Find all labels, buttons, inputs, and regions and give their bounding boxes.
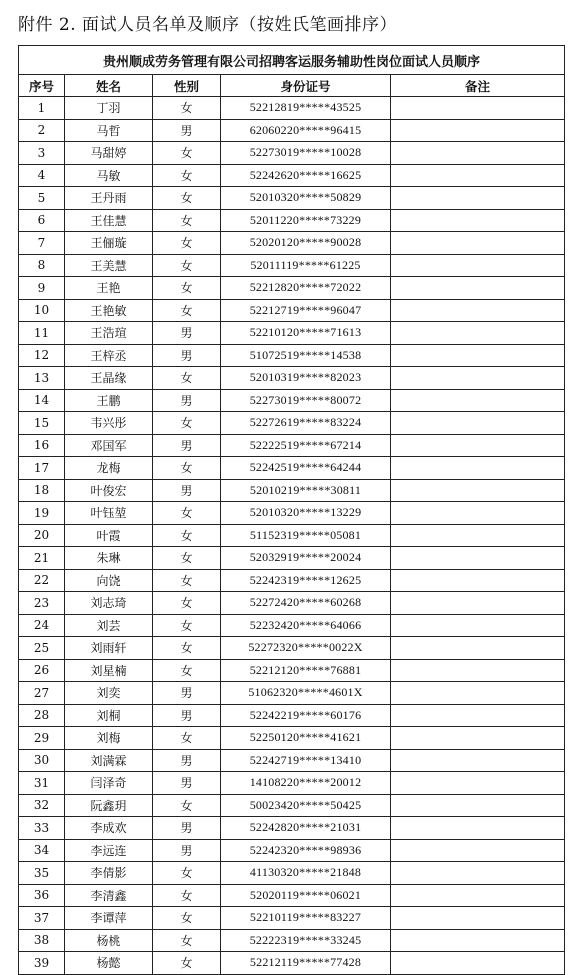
table-row: [19, 434, 565, 457]
cell-note: [391, 479, 565, 502]
table-row: [19, 119, 565, 142]
cell-sex: 女: [153, 299, 221, 322]
cell-sex: 女: [153, 727, 221, 750]
cell-name: 杨懿: [65, 952, 153, 975]
cell-no: 33: [19, 817, 65, 840]
cell-id: 52273019*****10028: [221, 142, 391, 165]
cell-name: 王梓丞: [65, 344, 153, 367]
table-row: [19, 727, 565, 750]
cell-no: 9: [19, 277, 65, 300]
cell-no: 28: [19, 704, 65, 727]
table-row: [19, 299, 565, 322]
cell-note: [391, 614, 565, 637]
cell-note: [391, 907, 565, 930]
cell-name: 叶钰堃: [65, 502, 153, 525]
table-row: [19, 929, 565, 952]
cell-note: [391, 659, 565, 682]
cell-sex: 女: [153, 502, 221, 525]
table-row: [19, 209, 565, 232]
table-row: [19, 547, 565, 570]
cell-id: 52020119*****06021: [221, 884, 391, 907]
table-body: [19, 97, 565, 975]
table-row: [19, 187, 565, 210]
cell-no: 4: [19, 164, 65, 187]
cell-no: 11: [19, 322, 65, 345]
cell-note: [391, 232, 565, 255]
cell-sex: 男: [153, 772, 221, 795]
cell-sex: 女: [153, 659, 221, 682]
cell-sex: 女: [153, 187, 221, 210]
cell-id: 52010219*****30811: [221, 479, 391, 502]
cell-note: [391, 952, 565, 975]
cell-sex: 男: [153, 817, 221, 840]
cell-sex: 女: [153, 884, 221, 907]
cell-no: 29: [19, 727, 65, 750]
cell-no: 15: [19, 412, 65, 435]
cell-id: 51152319*****05081: [221, 524, 391, 547]
cell-sex: 男: [153, 322, 221, 345]
cell-no: 12: [19, 344, 65, 367]
cell-id: 52242319*****12625: [221, 569, 391, 592]
cell-no: 38: [19, 929, 65, 952]
cell-id: 52010320*****50829: [221, 187, 391, 210]
cell-id: 52020120*****90028: [221, 232, 391, 255]
cell-note: [391, 839, 565, 862]
cell-note: [391, 637, 565, 660]
table-row: [19, 749, 565, 772]
cell-id: 52250120*****41621: [221, 727, 391, 750]
cell-note: [391, 209, 565, 232]
cell-id: 52010319*****82023: [221, 367, 391, 390]
cell-name: 王鹏: [65, 389, 153, 412]
table-row: [19, 614, 565, 637]
cell-name: 王佳慧: [65, 209, 153, 232]
table-row: [19, 142, 565, 165]
cell-note: [391, 97, 565, 120]
cell-sex: 男: [153, 434, 221, 457]
table-row: [19, 232, 565, 255]
table-row: [19, 592, 565, 615]
cell-name: 杨桃: [65, 929, 153, 952]
cell-no: 30: [19, 749, 65, 772]
cell-no: 25: [19, 637, 65, 660]
cell-id: 52242820*****21031: [221, 817, 391, 840]
cell-note: [391, 884, 565, 907]
cell-name: 李倩影: [65, 862, 153, 885]
cell-note: [391, 389, 565, 412]
cell-id: 52272320*****0022X: [221, 637, 391, 660]
document-heading: 附件 2. 面试人员名单及顺序（按姓氏笔画排序）: [18, 15, 398, 35]
cell-id: 52212120*****76881: [221, 659, 391, 682]
cell-name: 向饶: [65, 569, 153, 592]
cell-id: 52212719*****96047: [221, 299, 391, 322]
cell-note: [391, 929, 565, 952]
cell-id: 52242620*****16625: [221, 164, 391, 187]
cell-sex: 女: [153, 592, 221, 615]
table-row: [19, 907, 565, 930]
cell-name: 刘芸: [65, 614, 153, 637]
cell-sex: 女: [153, 457, 221, 480]
table-row: [19, 794, 565, 817]
cell-sex: 女: [153, 862, 221, 885]
cell-name: 李谭萍: [65, 907, 153, 930]
cell-note: [391, 164, 565, 187]
cell-note: [391, 704, 565, 727]
cell-no: 39: [19, 952, 65, 975]
cell-note: [391, 569, 565, 592]
cell-no: 6: [19, 209, 65, 232]
column-header-note: 备注: [391, 75, 565, 97]
cell-name: 闫泽奇: [65, 772, 153, 795]
cell-id: 52210119*****83227: [221, 907, 391, 930]
cell-id: 52272619*****83224: [221, 412, 391, 435]
cell-name: 马甜婷: [65, 142, 153, 165]
cell-sex: 女: [153, 637, 221, 660]
cell-note: [391, 277, 565, 300]
cell-no: 8: [19, 254, 65, 277]
cell-note: [391, 794, 565, 817]
cell-id: 50023420*****50425: [221, 794, 391, 817]
table-row: [19, 457, 565, 480]
cell-sex: 女: [153, 164, 221, 187]
cell-note: [391, 119, 565, 142]
cell-no: 18: [19, 479, 65, 502]
cell-id: 52010320*****13229: [221, 502, 391, 525]
cell-id: 52222319*****33245: [221, 929, 391, 952]
cell-sex: 男: [153, 479, 221, 502]
table-row: [19, 277, 565, 300]
cell-no: 1: [19, 97, 65, 120]
cell-name: 王丹雨: [65, 187, 153, 210]
cell-sex: 男: [153, 682, 221, 705]
cell-no: 26: [19, 659, 65, 682]
table-row: [19, 254, 565, 277]
cell-sex: 女: [153, 277, 221, 300]
cell-no: 27: [19, 682, 65, 705]
cell-sex: 男: [153, 839, 221, 862]
cell-note: [391, 254, 565, 277]
column-header-sex: 性别: [153, 75, 221, 97]
cell-no: 16: [19, 434, 65, 457]
cell-note: [391, 772, 565, 795]
cell-sex: 女: [153, 97, 221, 120]
cell-sex: 女: [153, 209, 221, 232]
cell-id: 52210120*****71613: [221, 322, 391, 345]
cell-id: 52222519*****67214: [221, 434, 391, 457]
cell-sex: 男: [153, 119, 221, 142]
table-row: [19, 412, 565, 435]
cell-no: 21: [19, 547, 65, 570]
cell-no: 7: [19, 232, 65, 255]
cell-id: 62060220*****96415: [221, 119, 391, 142]
cell-id: 52242320*****98936: [221, 839, 391, 862]
cell-no: 24: [19, 614, 65, 637]
cell-name: 马敏: [65, 164, 153, 187]
table-row: [19, 772, 565, 795]
cell-id: 52011220*****73229: [221, 209, 391, 232]
cell-name: 马哲: [65, 119, 153, 142]
cell-no: 19: [19, 502, 65, 525]
cell-name: 刘桐: [65, 704, 153, 727]
cell-sex: 女: [153, 952, 221, 975]
cell-no: 36: [19, 884, 65, 907]
table-row: [19, 862, 565, 885]
cell-name: 叶霞: [65, 524, 153, 547]
table-row: [19, 344, 565, 367]
cell-sex: 女: [153, 412, 221, 435]
cell-note: [391, 682, 565, 705]
cell-no: 31: [19, 772, 65, 795]
table-row: [19, 322, 565, 345]
table-row: [19, 817, 565, 840]
cell-name: 朱琳: [65, 547, 153, 570]
cell-sex: 女: [153, 614, 221, 637]
cell-note: [391, 862, 565, 885]
table-row: [19, 164, 565, 187]
cell-name: 丁羽: [65, 97, 153, 120]
table-row: [19, 682, 565, 705]
cell-note: [391, 344, 565, 367]
cell-no: 17: [19, 457, 65, 480]
cell-sex: 男: [153, 704, 221, 727]
cell-id: 52212119*****77428: [221, 952, 391, 975]
cell-id: 52032919*****20024: [221, 547, 391, 570]
table-row: [19, 524, 565, 547]
cell-name: 李成欢: [65, 817, 153, 840]
cell-note: [391, 434, 565, 457]
cell-sex: 女: [153, 254, 221, 277]
cell-no: 20: [19, 524, 65, 547]
table-row: [19, 839, 565, 862]
cell-note: [391, 187, 565, 210]
table-row: [19, 952, 565, 975]
cell-id: 52232420*****64066: [221, 614, 391, 637]
cell-id: 51062320*****4601X: [221, 682, 391, 705]
table-row: [19, 367, 565, 390]
cell-note: [391, 412, 565, 435]
cell-name: 叶俊宏: [65, 479, 153, 502]
cell-no: 5: [19, 187, 65, 210]
column-header-id: 身份证号: [221, 75, 391, 97]
cell-sex: 女: [153, 907, 221, 930]
cell-name: 王艳: [65, 277, 153, 300]
table-row: [19, 659, 565, 682]
cell-note: [391, 524, 565, 547]
cell-no: 23: [19, 592, 65, 615]
cell-id: 52242519*****64244: [221, 457, 391, 480]
cell-note: [391, 367, 565, 390]
cell-name: 龙梅: [65, 457, 153, 480]
cell-sex: 女: [153, 547, 221, 570]
cell-id: 52212820*****72022: [221, 277, 391, 300]
table-row: [19, 479, 565, 502]
cell-name: 李远连: [65, 839, 153, 862]
header-row: [19, 75, 565, 97]
cell-name: 王艳敏: [65, 299, 153, 322]
cell-no: 32: [19, 794, 65, 817]
table-row: [19, 704, 565, 727]
cell-note: [391, 457, 565, 480]
column-header-name: 姓名: [65, 75, 153, 97]
cell-note: [391, 142, 565, 165]
cell-id: 51072519*****14538: [221, 344, 391, 367]
column-header-no: 序号: [19, 75, 65, 97]
cell-id: 52242719*****13410: [221, 749, 391, 772]
cell-note: [391, 727, 565, 750]
cell-sex: 女: [153, 794, 221, 817]
cell-id: 52242219*****60176: [221, 704, 391, 727]
cell-name: 刘满霖: [65, 749, 153, 772]
cell-sex: 男: [153, 344, 221, 367]
cell-no: 14: [19, 389, 65, 412]
cell-no: 22: [19, 569, 65, 592]
cell-id: 14108220*****20012: [221, 772, 391, 795]
cell-no: 34: [19, 839, 65, 862]
cell-sex: 女: [153, 524, 221, 547]
cell-name: 刘雨轩: [65, 637, 153, 660]
table-row: [19, 502, 565, 525]
table-row: [19, 97, 565, 120]
cell-no: 3: [19, 142, 65, 165]
cell-name: 刘星楠: [65, 659, 153, 682]
cell-no: 2: [19, 119, 65, 142]
cell-note: [391, 749, 565, 772]
cell-sex: 男: [153, 749, 221, 772]
cell-name: 王晶缘: [65, 367, 153, 390]
cell-id: 52272420*****60268: [221, 592, 391, 615]
table-row: [19, 389, 565, 412]
cell-note: [391, 502, 565, 525]
cell-sex: 女: [153, 232, 221, 255]
cell-sex: 女: [153, 142, 221, 165]
interview-roster-table: [18, 45, 565, 975]
cell-no: 10: [19, 299, 65, 322]
cell-sex: 女: [153, 367, 221, 390]
cell-no: 35: [19, 862, 65, 885]
cell-note: [391, 592, 565, 615]
table-title: 贵州顺成劳务管理有限公司招聘客运服务辅助性岗位面试人员顺序: [19, 46, 565, 75]
cell-no: 13: [19, 367, 65, 390]
cell-note: [391, 299, 565, 322]
cell-name: 韦兴彤: [65, 412, 153, 435]
cell-name: 刘志琦: [65, 592, 153, 615]
cell-note: [391, 817, 565, 840]
cell-sex: 男: [153, 389, 221, 412]
table-row: [19, 569, 565, 592]
cell-note: [391, 322, 565, 345]
cell-name: 刘奕: [65, 682, 153, 705]
cell-id: 41130320*****21848: [221, 862, 391, 885]
table-row: [19, 637, 565, 660]
cell-name: 刘梅: [65, 727, 153, 750]
cell-name: 王浩瑄: [65, 322, 153, 345]
cell-sex: 女: [153, 569, 221, 592]
cell-name: 李清鑫: [65, 884, 153, 907]
cell-name: 邓国军: [65, 434, 153, 457]
cell-id: 52011119*****61225: [221, 254, 391, 277]
cell-name: 王俪璇: [65, 232, 153, 255]
cell-id: 52273019*****80072: [221, 389, 391, 412]
cell-note: [391, 547, 565, 570]
cell-id: 52212819*****43525: [221, 97, 391, 120]
cell-name: 阮鑫玥: [65, 794, 153, 817]
cell-sex: 女: [153, 929, 221, 952]
cell-no: 37: [19, 907, 65, 930]
cell-name: 王美慧: [65, 254, 153, 277]
table-row: [19, 884, 565, 907]
